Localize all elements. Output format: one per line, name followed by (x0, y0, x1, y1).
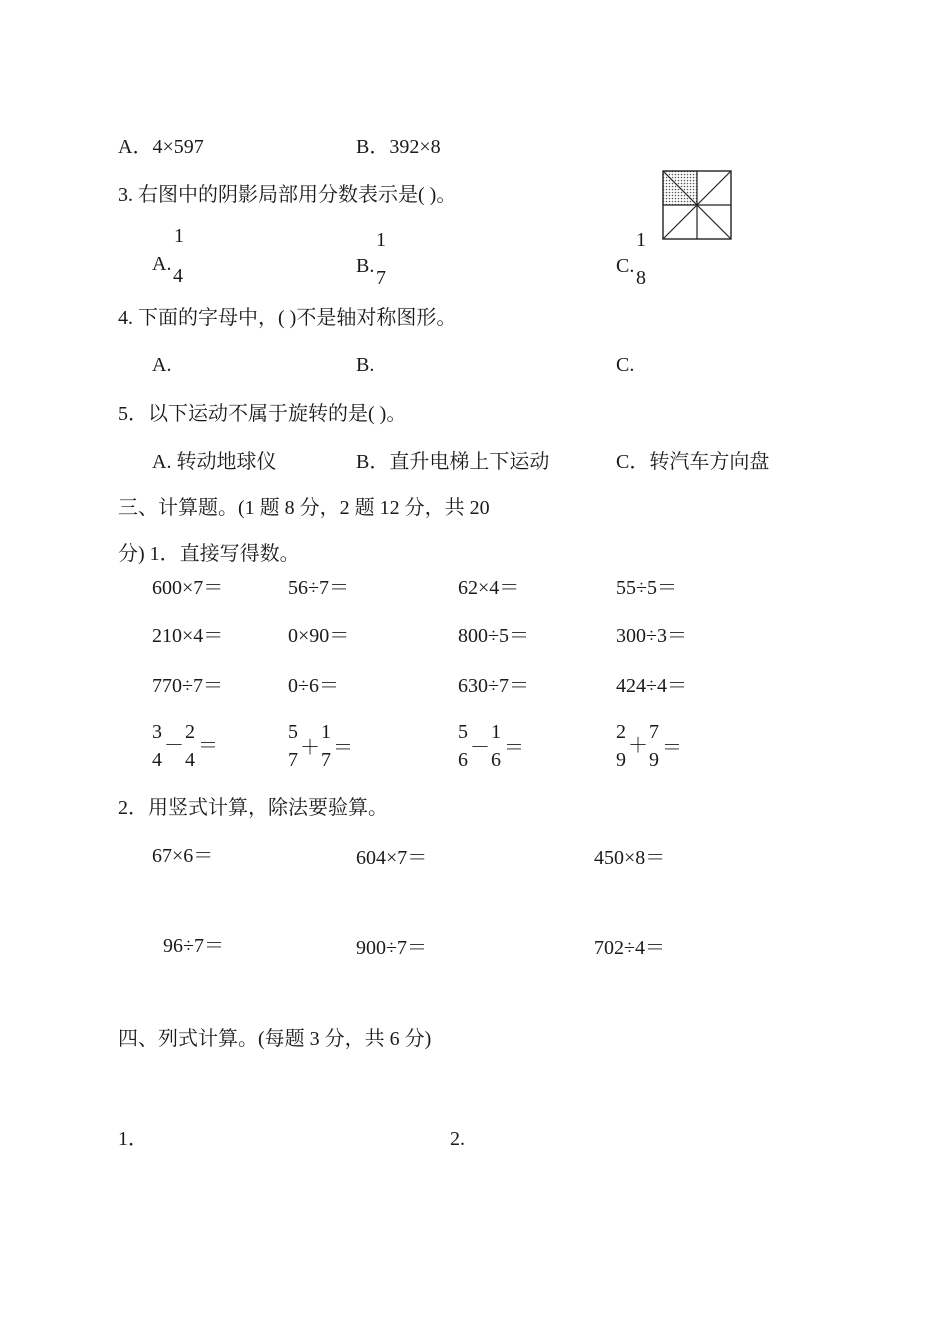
q3-b-label: B. (356, 255, 375, 277)
q4-option-a: A. (152, 354, 172, 376)
q3-a-label: A. (152, 253, 172, 275)
fraction-denominator: 6 (491, 749, 501, 771)
shaded-square-figure (662, 170, 732, 240)
q5-option-b: B．直升电梯上下运动 (356, 451, 550, 473)
q4-option-c: C. (616, 354, 635, 376)
fraction-equals: ＝ (504, 737, 524, 759)
calc-item: 770÷7＝ (152, 675, 223, 697)
q3-c-label: C. (616, 255, 635, 277)
q3-c-denominator: 8 (636, 267, 646, 289)
q5-option-c: C．转汽车方向盘 (616, 451, 770, 473)
fraction-numerator: 5 (288, 721, 298, 743)
q3-a-numerator: 1 (174, 225, 184, 247)
calc-item: 300÷3＝ (616, 625, 687, 647)
q3-question: 3. 右图中的阴影局部用分数表示是( )。 (118, 184, 457, 206)
calc-item: 0×90＝ (288, 625, 350, 647)
fraction-denominator: 6 (458, 749, 468, 771)
fraction-equals: ＝ (333, 737, 353, 759)
calc-item: 600×7＝ (152, 577, 224, 599)
vertical-calc-item: 67×6＝ (152, 845, 214, 867)
fraction-numerator: 2 (185, 721, 195, 743)
section4-title: 四、列式计算。(每题 3 分，共 6 分) (118, 1028, 432, 1050)
fraction-numerator: 5 (458, 721, 468, 743)
q4-option-b: B. (356, 354, 375, 376)
fraction-numerator: 7 (649, 721, 659, 743)
fraction-equals: ＝ (198, 735, 218, 757)
fraction-denominator: 7 (288, 749, 298, 771)
fraction-operator: － (164, 735, 184, 757)
calc-item: 55÷5＝ (616, 577, 677, 599)
fraction-numerator: 3 (152, 721, 162, 743)
fraction-operator: － (470, 737, 490, 759)
fraction-numerator: 2 (616, 721, 626, 743)
calc-item: 424÷4＝ (616, 675, 687, 697)
q3-b-numerator: 1 (376, 229, 386, 251)
fraction-equals: ＝ (662, 737, 682, 759)
fraction-denominator: 4 (185, 749, 195, 771)
calc-item: 800÷5＝ (458, 625, 529, 647)
fraction-denominator: 4 (152, 749, 162, 771)
section4-item-1: 1． (118, 1128, 148, 1150)
calc-item: 210×4＝ (152, 625, 224, 647)
vertical-calc-item: 702÷4＝ (594, 937, 665, 959)
fraction-numerator: 1 (491, 721, 501, 743)
fraction-operator: ＋ (628, 735, 648, 757)
fraction-denominator: 7 (321, 749, 331, 771)
calc-item: 62×4＝ (458, 577, 520, 599)
vertical-calc-item: 900÷7＝ (356, 937, 427, 959)
fraction-denominator: 9 (649, 749, 659, 771)
q5-option-a: A. 转动地球仪 (152, 451, 277, 473)
vertical-calc-item: 604×7＝ (356, 847, 428, 869)
vertical-calc-item: 96÷7＝ (163, 935, 224, 957)
fraction-denominator: 9 (616, 749, 626, 771)
q3-b-denominator: 7 (376, 267, 386, 289)
calc-item: 0÷6＝ (288, 675, 339, 697)
q5-question: 5．以下运动不属于旋转的是( )。 (118, 403, 407, 425)
q3-c-numerator: 1 (636, 229, 646, 251)
q2-option-a: A．4×597 (118, 136, 204, 158)
section3-title-line1: 三、计算题。(1 题 8 分，2 题 12 分，共 20 (118, 497, 490, 519)
vertical-calc-title: 2．用竖式计算，除法要验算。 (118, 797, 388, 819)
section3-title-line2: 分) 1．直接写得数。 (118, 543, 300, 565)
q2-option-b: B．392×8 (356, 136, 441, 158)
calc-item: 56÷7＝ (288, 577, 349, 599)
fraction-operator: ＋ (300, 737, 320, 759)
q3-a-denominator: 4 (173, 265, 183, 287)
section4-item-2: 2. (450, 1128, 465, 1150)
calc-item: 630÷7＝ (458, 675, 529, 697)
q4-question: 4. 下面的字母中，( )不是轴对称图形。 (118, 307, 457, 329)
fraction-numerator: 1 (321, 721, 331, 743)
vertical-calc-item: 450×8＝ (594, 847, 666, 869)
